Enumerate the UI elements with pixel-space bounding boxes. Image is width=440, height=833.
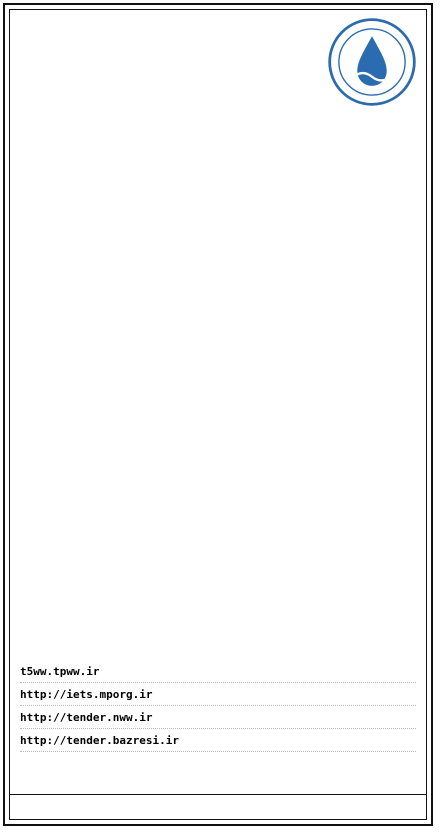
ad-footer bbox=[10, 794, 426, 819]
link-row-nww bbox=[20, 706, 416, 729]
ad-inner-frame bbox=[9, 9, 427, 820]
link-row-mporg bbox=[20, 683, 416, 706]
website-links bbox=[20, 660, 416, 800]
newspaper-ad bbox=[3, 3, 433, 826]
link-row-tpww bbox=[20, 660, 416, 683]
ad-body bbox=[20, 150, 416, 639]
link-url-tpww[interactable]: t5ww.tpww.ir bbox=[20, 664, 100, 678]
link-url-bazresi[interactable]: http://tender.bazresi.ir bbox=[20, 733, 179, 747]
link-url-mporg[interactable]: http://iets.mporg.ir bbox=[20, 687, 153, 701]
link-row-bazresi bbox=[20, 729, 416, 752]
water-drop-logo-icon bbox=[326, 16, 418, 108]
link-url-nww[interactable]: http://tender.nww.ir bbox=[20, 710, 153, 724]
